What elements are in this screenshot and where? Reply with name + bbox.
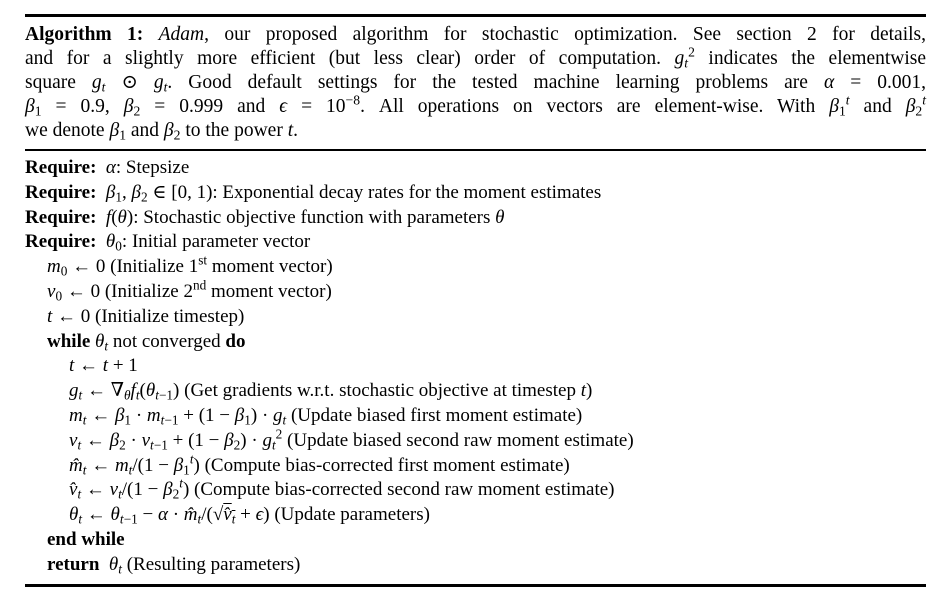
- algorithm-figure: [25, 14, 926, 587]
- algorithm-line-gradient: $g_t$ ← $\nabla_\theta f_t(\theta_{t-1})$ (Get gradients w.r.t. stochastic objective at timestep t): [69, 380, 593, 403]
- algorithm-line-init-m0: $m_0$ ← 0 (Initialize 1st moment vector): [47, 252, 333, 279]
- algorithm-line-require-objective: Require: f(θ): Stochastic objective function with parameters θ: [25, 206, 505, 228]
- algorithm-line-bias-correct-m: $m̂_t$ ← $m_t/(1 - \beta_1^t)$ (Compute bias-corrected first moment estimate): [69, 451, 570, 477]
- caption-line: Algorithm 1: Adam, our proposed algorithm for stochastic optimization. See section 2 for details,: [25, 24, 927, 45]
- algorithm-line-init-t: t ← 0 (Initialize timestep): [47, 305, 245, 327]
- caption-line: square $g_t$ ⊙ $g_t$. Good default settings for the tested machine learning problems are α = 0.001,: [25, 72, 926, 95]
- algorithm-line-first-moment: $m_t$ ← $\beta_1 \cdot m_{t-1} + (1 - \beta_1) \cdot g_t$ (Update biased first moment estimate): [69, 404, 583, 428]
- algorithm-line-return: return $\theta_t$ (Resulting parameters): [47, 553, 301, 577]
- algorithm-line-require-decay-rates: Require: $\beta_1$, $\beta_2$ ∈ [0, 1): Exponential decay rates for the moment estimates: [25, 181, 602, 205]
- algorithm-line-second-moment: $v_t$ ← $\beta_2 \cdot v_{t-1} + (1 - \beta_2) \cdot g_t^2$ (Update biased second raw moment estimate): [69, 426, 634, 453]
- caption-line: $\beta_1 = 0.9$, $\beta_2 = 0.999$ and $\epsilon = 10^{-8}$. All operations on vectors are element-wise. With $\beta_1^t$ and $\beta_2^t$: [25, 92, 927, 119]
- algorithm-line-while: while $\theta_t$ not converged do: [47, 330, 246, 353]
- caption-line: we denote $\beta_1$ and $\beta_2$ to the power t.: [25, 120, 298, 143]
- algorithm-caption: [25, 17, 926, 149]
- caption-line: and for a slightly more efficient (but less clear) order of computation. $g_t^2$ indicates the elementwise: [25, 44, 927, 71]
- algorithm-line-update-params: $\theta_t$ ← $\theta_{t-1} - \alpha$ · $m̂_t/(√v̂_t + \epsilon)$ (Update parameters): [69, 504, 430, 527]
- algorithm-line-require-init-params: Require: $\theta_0$: Initial parameter vector: [25, 231, 311, 254]
- algorithm-line-end-while: end while: [47, 528, 125, 550]
- algorithm-body: [25, 151, 926, 584]
- algorithm-line-bias-correct-v: $v̂_t$ ← $v_t/(1 - \beta_2^t)$ (Compute bias-corrected second raw moment estimate): [69, 476, 615, 502]
- algorithm-line-init-v0: $v_0$ ← 0 (Initialize 2nd moment vector): [47, 277, 332, 304]
- algorithm-line-increment-t: t ← t + 1: [69, 355, 138, 377]
- bottom-rule: [25, 584, 926, 587]
- algorithm-line-require-stepsize: Require: α: Stepsize: [25, 157, 190, 178]
